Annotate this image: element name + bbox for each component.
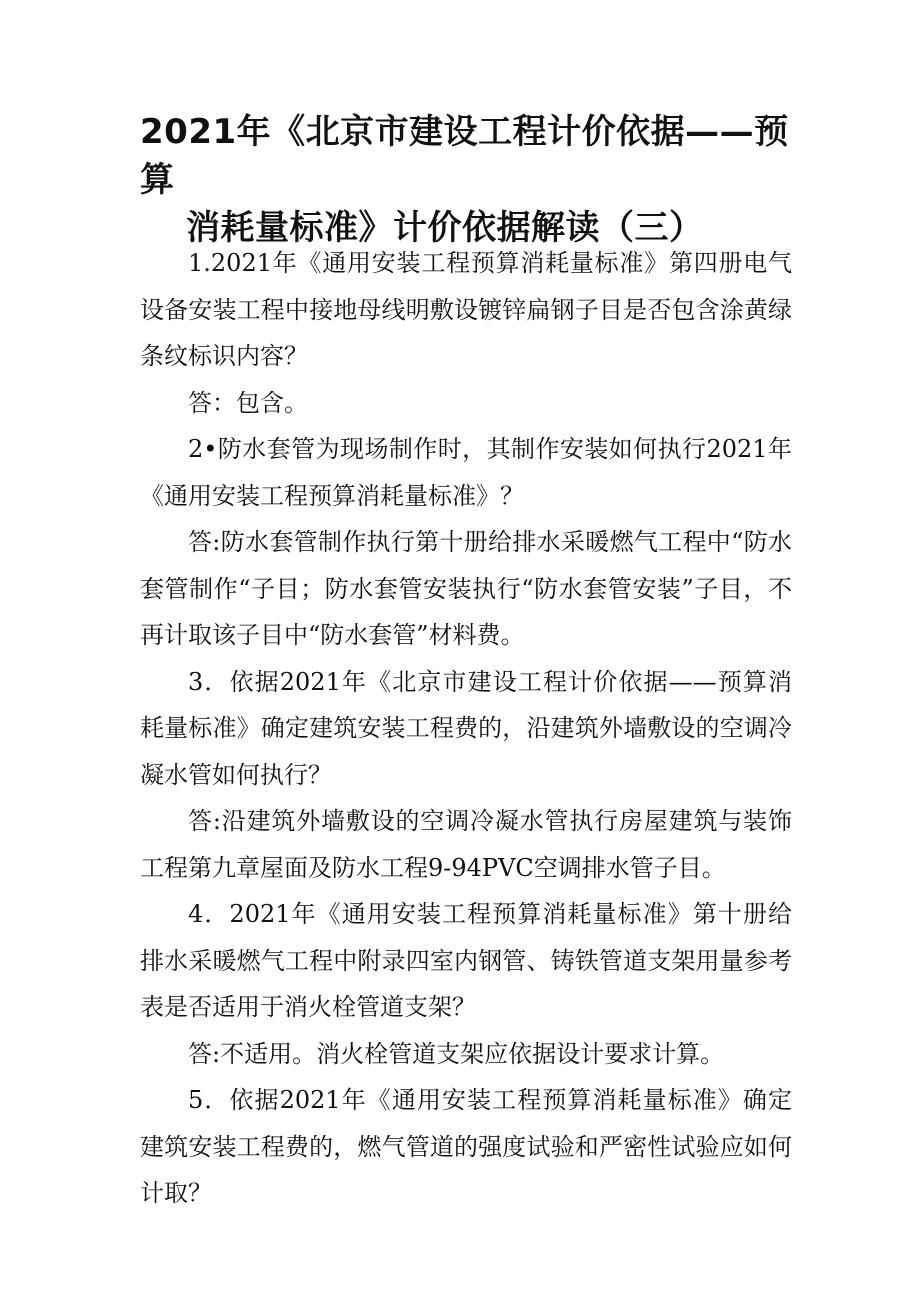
question-5: 5．依据2021年《通用安装工程预算消耗量标准》确定建筑安装工程费的，燃气管道的强度试验和严密性试验应如何计取？ <box>140 1086 792 1207</box>
title-line-2: 消耗量标准》计价依据解读（三） <box>186 208 704 248</box>
answer-1: 答：包含。 <box>188 388 308 417</box>
question-4: 4．2021年《通用安装工程预算消耗量标准》第十册给排水采暖燃气工程中附录四室内钢管、铸铁管道支架用量参考表是否适用于消火栓管道支架？ <box>140 900 792 1021</box>
answer-3: 答:沿建筑外墙敷设的空调冷凝水管执行房屋建筑与装饰工程第九章屋面及防水工程9-94PVC空调排水管子目。 <box>140 807 792 882</box>
answer-2: 答:防水套管制作执行第十册给排水采暖燃气工程中“防水套管制作“子目；防水套管安装执行“防水套管安装”子目，不再计取该子目中“防水套管”材料费。 <box>140 528 792 649</box>
question-3: 3．依据2021年《北京市建设工程计价依据——预算消耗量标准》确定建筑安装工程费的，沿建筑外墙敷设的空调冷凝水管如何执行？ <box>140 667 792 789</box>
question-1: 1.2021年《通用安装工程预算消耗量标准》第四册电气设备安装工程中接地母线明敷设镀锌扁钢子目是否包含涂黄绿条纹标识内容？ <box>140 249 792 370</box>
question-2: 2•防水套管为现场制作时，其制作安装如何执行2021年《通用安装工程预算消耗量标准》？ <box>140 435 792 510</box>
document-body <box>140 240 792 1217</box>
document-title <box>140 108 800 252</box>
answer-4: 答:不适用。消火栓管道支架应依据设计要求计算。 <box>188 1039 725 1068</box>
title-line-1: 2021年《北京市建设工程计价依据——预算 <box>140 112 789 200</box>
